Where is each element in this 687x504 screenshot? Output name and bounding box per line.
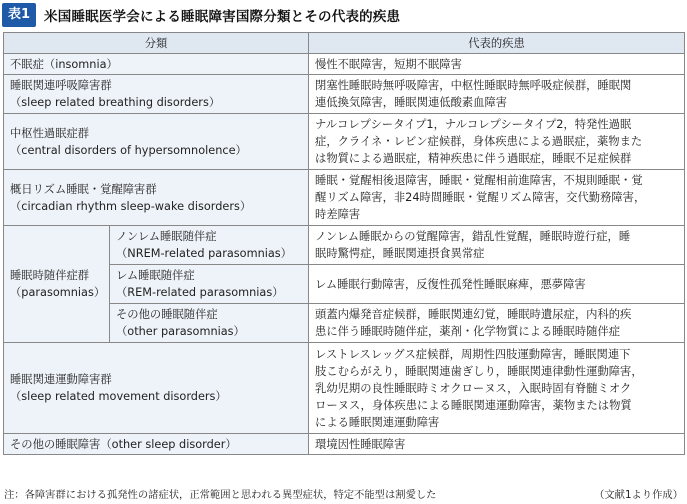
category-name: 概日リズム睡眠・覚醒障害群 bbox=[10, 182, 157, 196]
table-number-tag: 表1 bbox=[2, 3, 36, 27]
subcategory-name: ノンレム睡眠随伴症 bbox=[116, 230, 217, 243]
table-row bbox=[4, 226, 685, 265]
subcategory-cell bbox=[110, 226, 309, 265]
table-footer bbox=[4, 486, 683, 501]
disease-line: 時差障害 bbox=[315, 208, 361, 221]
disease-line: 眠時驚愕症，睡眠関連摂食異常症 bbox=[315, 247, 485, 260]
table-title-bar bbox=[0, 0, 687, 30]
category-name-en: （central disorders of hypersomnolence） bbox=[10, 143, 247, 157]
subcategory-name: その他の睡眠随伴症 bbox=[116, 308, 218, 321]
category-name: 中枢性過眠症群 bbox=[10, 126, 90, 140]
table-row bbox=[4, 114, 685, 170]
category-cell bbox=[4, 75, 309, 114]
classification-table bbox=[3, 32, 685, 455]
diseases-cell bbox=[309, 114, 685, 170]
table-row bbox=[4, 54, 685, 75]
category-cell bbox=[4, 54, 309, 75]
disease-line: 症，クライネ・レビン症候群，身体疾患による過眠症，薬物また bbox=[315, 135, 643, 148]
subcategory-name-en: （REM-related parasomnias） bbox=[116, 286, 284, 299]
diseases-cell bbox=[309, 54, 685, 75]
category-name: 睡眠関連運動障害群 bbox=[10, 373, 112, 386]
diseases-cell bbox=[309, 265, 685, 304]
disease-line: ナルコレプシータイプ1，ナルコレプシータイプ2，特発性過眠 bbox=[315, 118, 632, 131]
disease-line: ローヌス，身体疾患による睡眠関連運動障害，薬物または物質 bbox=[315, 398, 632, 412]
table-title: 米国睡眠医学会による睡眠障害国際分類とその代表的疾患 bbox=[44, 9, 401, 25]
disease-line: 閉塞性睡眠時無呼吸障害，中枢性睡眠時無呼吸症候群，睡眠関 bbox=[315, 79, 632, 92]
category-name: 睡眠関連呼吸障害群 bbox=[10, 79, 112, 92]
disease-line: 肢こむらがえり，睡眠関連歯ぎしり，睡眠関連律動性運動障害， bbox=[315, 364, 643, 378]
category-name-en: （parasomnias） bbox=[10, 286, 106, 299]
diseases-cell bbox=[309, 434, 685, 455]
category-name-en: （circadian rhythm sleep-wake disorders） bbox=[10, 199, 252, 213]
disease-line: 乳幼児期の良性睡眠時ミオクローヌス，入眠時固有脊髄ミオク bbox=[315, 381, 632, 395]
category-cell bbox=[4, 434, 309, 455]
footnote: 注：各障害群における孤発性の諸症状，正常範囲と思われる異型症状，特定不能型は割愛した bbox=[4, 489, 437, 501]
column-header-diseases: 代表的疾患 bbox=[309, 33, 685, 54]
disease-line: による睡眠関連運動障害 bbox=[315, 415, 440, 429]
diseases-cell bbox=[309, 75, 685, 114]
disease-line: レム睡眠行動障害，反復性孤発性睡眠麻痺，悪夢障害 bbox=[315, 277, 586, 291]
subcategory-name-en: （other parasomnias） bbox=[116, 325, 245, 338]
disease-line: 頭蓋内爆発音症候群，睡眠関連幻覚，睡眠時遺尿症，内科的疾 bbox=[315, 308, 632, 321]
table-row bbox=[4, 75, 685, 114]
disease-line: レストレスレッグス症候群，周期性四肢運動障害，睡眠関連下 bbox=[315, 347, 631, 361]
subcategory-cell bbox=[110, 265, 309, 304]
diseases-cell bbox=[309, 170, 685, 226]
disease-line: 睡眠・覚醒相後退障害，睡眠・覚醒相前進障害，不規則睡眠・覚 bbox=[315, 174, 643, 187]
table-row bbox=[4, 170, 685, 226]
category-name: 睡眠時随伴症群 bbox=[10, 269, 90, 282]
category-cell bbox=[4, 226, 110, 343]
disease-line: は物質による過眠症，精神疾患に伴う過眠症，睡眠不足症候群 bbox=[315, 152, 632, 165]
disease-line: 連低換気障害，睡眠関連低酸素血障害 bbox=[315, 96, 508, 109]
disease-line: 慢性不眠障害，短期不眠障害 bbox=[315, 57, 462, 71]
diseases-cell bbox=[309, 304, 685, 343]
disease-line: 環境因性睡眠障害 bbox=[315, 437, 406, 451]
category-cell bbox=[4, 114, 309, 170]
category-name-en: （sleep related breathing disorders） bbox=[10, 96, 221, 109]
diseases-cell bbox=[309, 226, 685, 265]
disease-line: 醒リズム障害，非24時間睡眠・覚醒リズム障害，交代勤務障害， bbox=[315, 191, 646, 204]
category-name-en: （sleep related movement disorders） bbox=[10, 390, 227, 403]
source-note: （文献1より作成） bbox=[594, 489, 683, 501]
category-name: 不眠症（insomnia） bbox=[10, 57, 118, 71]
disease-line: ノンレム睡眠からの覚醒障害，錯乱性覚醒，睡眠時遊行症，睡 bbox=[315, 230, 631, 243]
category-cell bbox=[4, 343, 309, 434]
category-cell bbox=[4, 170, 309, 226]
table-row bbox=[4, 434, 685, 455]
subcategory-cell bbox=[110, 304, 309, 343]
disease-line: 患に伴う睡眠時随伴症，薬剤・化学物質による睡眠時随伴症 bbox=[315, 325, 621, 338]
category-name: その他の睡眠障害（other sleep disorder） bbox=[10, 437, 237, 451]
column-header-classification: 分類 bbox=[4, 33, 309, 54]
table-row bbox=[4, 343, 685, 434]
subcategory-name: レム睡眠随伴症 bbox=[116, 269, 195, 282]
subcategory-name-en: （NREM-related parasomnias） bbox=[116, 247, 292, 260]
diseases-cell bbox=[309, 343, 685, 434]
table-header-row bbox=[4, 33, 685, 54]
